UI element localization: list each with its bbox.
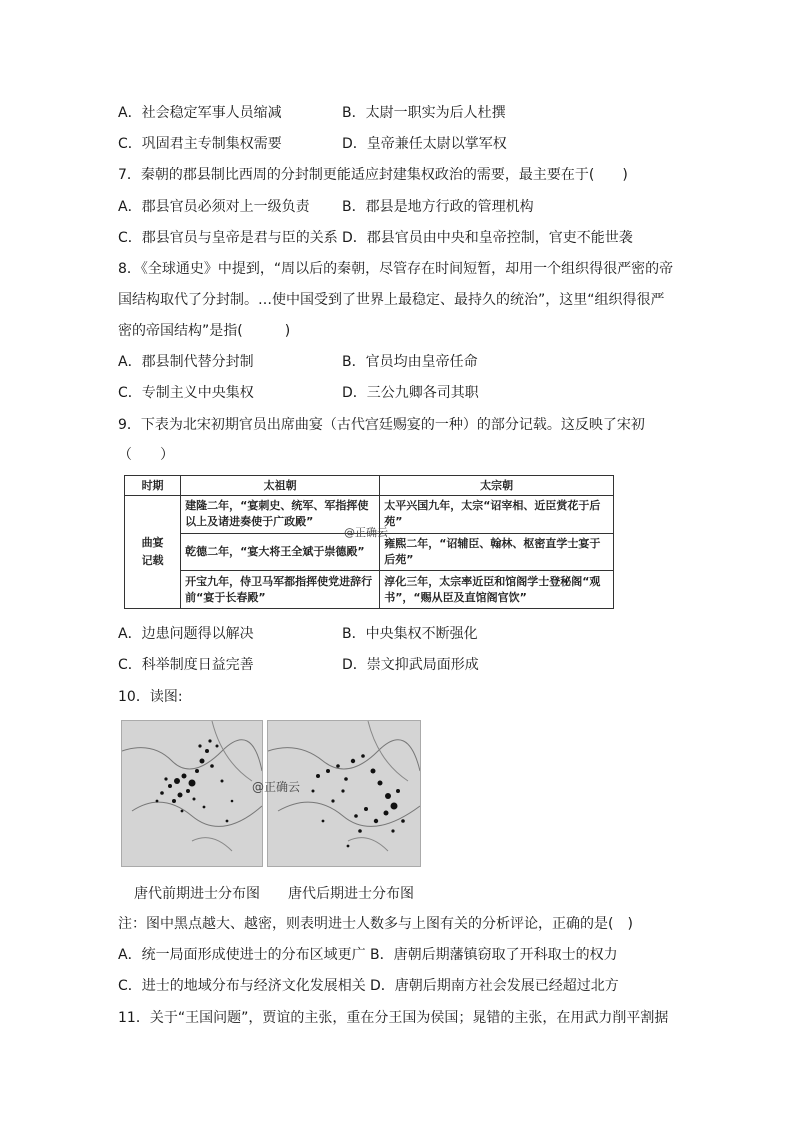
map-late-caption: 唐代后期进士分布图 xyxy=(288,886,414,902)
q7-stem: 7．秦朝的郡县制比西周的分封制更能适应封建集权政治的需要，最主要在于( ) xyxy=(118,167,628,183)
q9-stem-line-2: （ ） xyxy=(118,447,174,463)
row-label-line-2: 记载 xyxy=(141,554,164,567)
q9-option-b: B．中央集权不断强化 xyxy=(342,626,478,642)
table-cell-taizu-3: 开宝九年，侍卫马军都指挥使党进辞行前“宴于长春殿” xyxy=(181,571,380,609)
q10-stem: 10．读图: xyxy=(118,689,183,705)
q8-option-a: A．郡县制代替分封制 xyxy=(118,354,254,370)
q10-option-a: A．统一局面形成使进士的分布区域更广 xyxy=(118,947,366,963)
q6-option-c: C．巩固君主专制集权需要 xyxy=(118,136,282,152)
q9-option-d: D．崇文抑武局面形成 xyxy=(342,657,479,673)
table-cell-taizong-2: 雍熙二年，“诏辅臣、翰林、枢密直学士宴于后苑” xyxy=(380,533,614,571)
map-early-tang-image xyxy=(122,721,262,866)
q9-option-c: C．科举制度日益完善 xyxy=(118,657,254,673)
q8-option-d: D．三公九卿各司其职 xyxy=(342,385,479,401)
map-early-caption: 唐代前期进士分布图 xyxy=(134,886,260,902)
table-header-row xyxy=(125,476,614,496)
watermark-map: @正确云 xyxy=(252,780,301,794)
q7-option-c: C．郡县官员与皇帝是君与臣的关系 xyxy=(118,230,338,246)
q8-stem-line-3: 密的帝国结构”是指( ) xyxy=(118,323,291,339)
table-row-label xyxy=(125,496,181,609)
q6-option-b: B．太尉一职实为后人杜撰 xyxy=(342,105,506,121)
q9-option-a: A．边患问题得以解决 xyxy=(118,626,254,642)
table-cell-taizu-2: 乾德二年，“宴大将王全斌于崇德殿” xyxy=(181,533,380,571)
table-header-period: 时期 xyxy=(125,476,181,496)
q8-stem-line-2: 国结构取代了分封制。…使中国受到了世界上最稳定、最持久的统治”，这里“组织得很严 xyxy=(118,292,665,308)
q6-option-a: A．社会稳定军事人员缩减 xyxy=(118,105,282,121)
q7-option-a: A．郡县官员必须对上一级负责 xyxy=(118,199,310,215)
q10-note: 注：图中黑点越大、越密，则表明进士人数多与上图有关的分析评论，正确的是( ) xyxy=(118,916,633,932)
table-header-taizong: 太宗朝 xyxy=(380,476,614,496)
q8-stem-line-1: 8．《全球通史》中提到，“周以后的秦朝，尽管存在时间短暂，却用一个组织得很严密的帝 xyxy=(118,261,674,277)
q7-option-b: B．郡县是地方行政的管理机构 xyxy=(342,199,534,215)
map-early-tang xyxy=(121,720,263,867)
q10-option-b: B．唐朝后期藩镇窃取了开科取士的权力 xyxy=(370,947,618,963)
q10-option-d: D．唐朝后期南方社会发展已经超过北方 xyxy=(370,978,619,994)
table-cell-taizong-1: 太平兴国九年，太宗“诏宰相、近臣赏花于后苑” xyxy=(380,496,614,534)
table-row xyxy=(125,571,614,609)
q8-option-c: C．专制主义中央集权 xyxy=(118,385,254,401)
q7-option-d: D．郡县官员由中央和皇帝控制，官吏不能世袭 xyxy=(342,230,633,246)
q10-option-c: C．进士的地域分布与经济文化发展相关 xyxy=(118,978,366,994)
q8-option-b: B．官员均由皇帝任命 xyxy=(342,354,478,370)
table-cell-taizu-1: 建隆二年，“宴刺史、统军、军指挥使以上及诸进奏使于广政殿” xyxy=(181,496,380,534)
watermark: @正确云 xyxy=(344,526,388,539)
table-cell-taizong-3: 淳化三年，太宗率近臣和馆阁学士登秘阁“观书”，“赐从臣及直馆阁官饮” xyxy=(380,571,614,609)
q6-option-d: D．皇帝兼任太尉以掌军权 xyxy=(342,136,507,152)
q9-stem-line-1: 9．下表为北宋初期官员出席曲宴（古代宫廷赐宴的一种）的部分记载。这反映了宋初 xyxy=(118,417,645,433)
q9-table xyxy=(124,475,614,609)
table-header-taizu: 太祖朝 xyxy=(181,476,380,496)
q11-stem: 11．关于“王国问题”，贾谊的主张，重在分王国为侯国；晁错的主张，在用武力削平割据 xyxy=(118,1010,669,1026)
row-label-line-1: 曲宴 xyxy=(141,536,164,549)
